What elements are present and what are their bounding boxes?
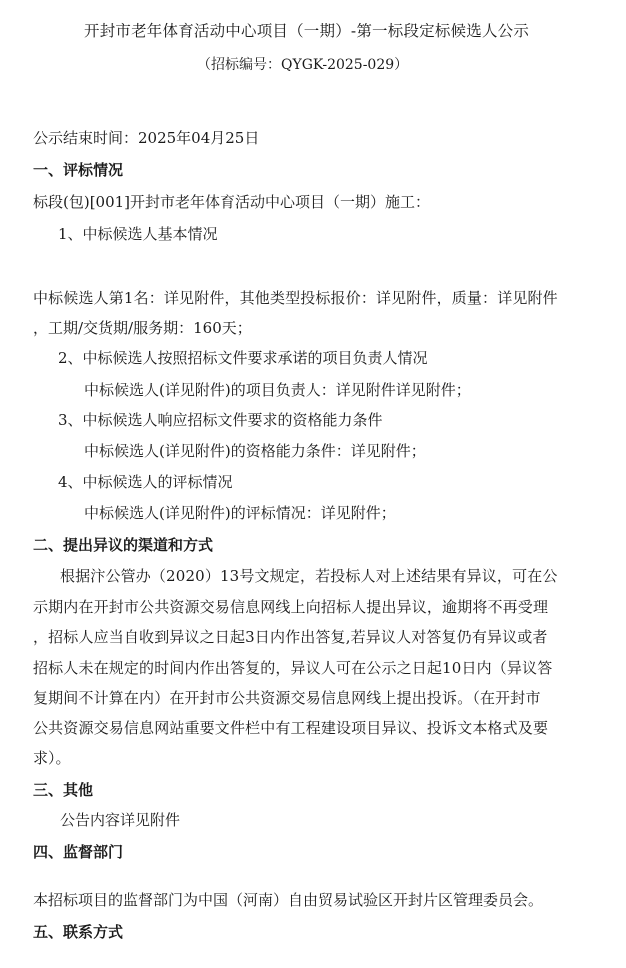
bid-number: （招标编号：QYGK-2025-029） [197,57,409,73]
section4-heading: 四、监督部门 [33,843,124,861]
publicity-end-time: 公示结束时间：2025年04月25日 [33,129,260,147]
section3-content: 公告内容详见附件 [60,811,181,829]
supervision-department: 本招标项目的监督部门为中国（河南）自由贸易试验区开封片区管理委员会。 [33,891,544,909]
objection-paragraph-line: ，招标人应当自收到异议之日起3日内作出答复,若异议人对答复仍有异议或者 [33,628,548,646]
section3-heading: 三、其他 [33,781,94,799]
item2-title: 2、中标候选人按照招标文件要求承诺的项目负责人情况 [58,349,428,367]
item1-title: 1、中标候选人基本情况 [58,225,218,243]
objection-paragraph-line: 招标人未在规定的时间内作出答复的，异议人可在公示之日起10日内（异议答 [33,659,553,677]
objection-paragraph-line: 公共资源交易信息网站重要文件栏中有工程建设项目异议、投诉文本格式及要 [33,719,549,737]
item3-title: 3、中标候选人响应招标文件要求的资格能力条件 [58,411,383,429]
item3-detail: 中标候选人(详见附件)的资格能力条件：详见附件； [84,442,426,460]
section5-heading: 五、联系方式 [33,923,124,941]
item4-detail: 中标候选人(详见附件)的评标情况：详见附件； [84,504,396,522]
document-title: 开封市老年体育活动中心项目（一期）-第一标段定标候选人公示 [84,22,530,40]
section2-heading: 二、提出异议的渠道和方式 [33,536,214,554]
candidate-line-2: ，工期/交货期/服务期：160天； [33,319,252,337]
candidate-line-1: 中标候选人第1名：详见附件，其他类型投标报价：详见附件，质量：详见附件 [33,289,558,307]
objection-paragraph-line: 求）。 [33,749,71,767]
package-line: 标段(包)[001]开封市老年体育活动中心项目（一期）施工： [33,193,431,211]
objection-paragraph-line: 根据汴公管办（2020）13号文规定，若投标人对上述结果有异议，可在公 [60,567,558,585]
objection-paragraph-line: 复期间不计算在内）在开封市公共资源交易信息网线上提出投诉。（在开封市 [33,689,541,707]
objection-paragraph-line: 示期内在开封市公共资源交易信息网线上向招标人提出异议，逾期将不再受理 [33,598,549,616]
section1-heading: 一、评标情况 [33,161,124,179]
item4-title: 4、中标候选人的评标情况 [58,473,233,491]
item2-detail: 中标候选人(详见附件)的项目负责人：详见附件详见附件； [84,381,471,399]
